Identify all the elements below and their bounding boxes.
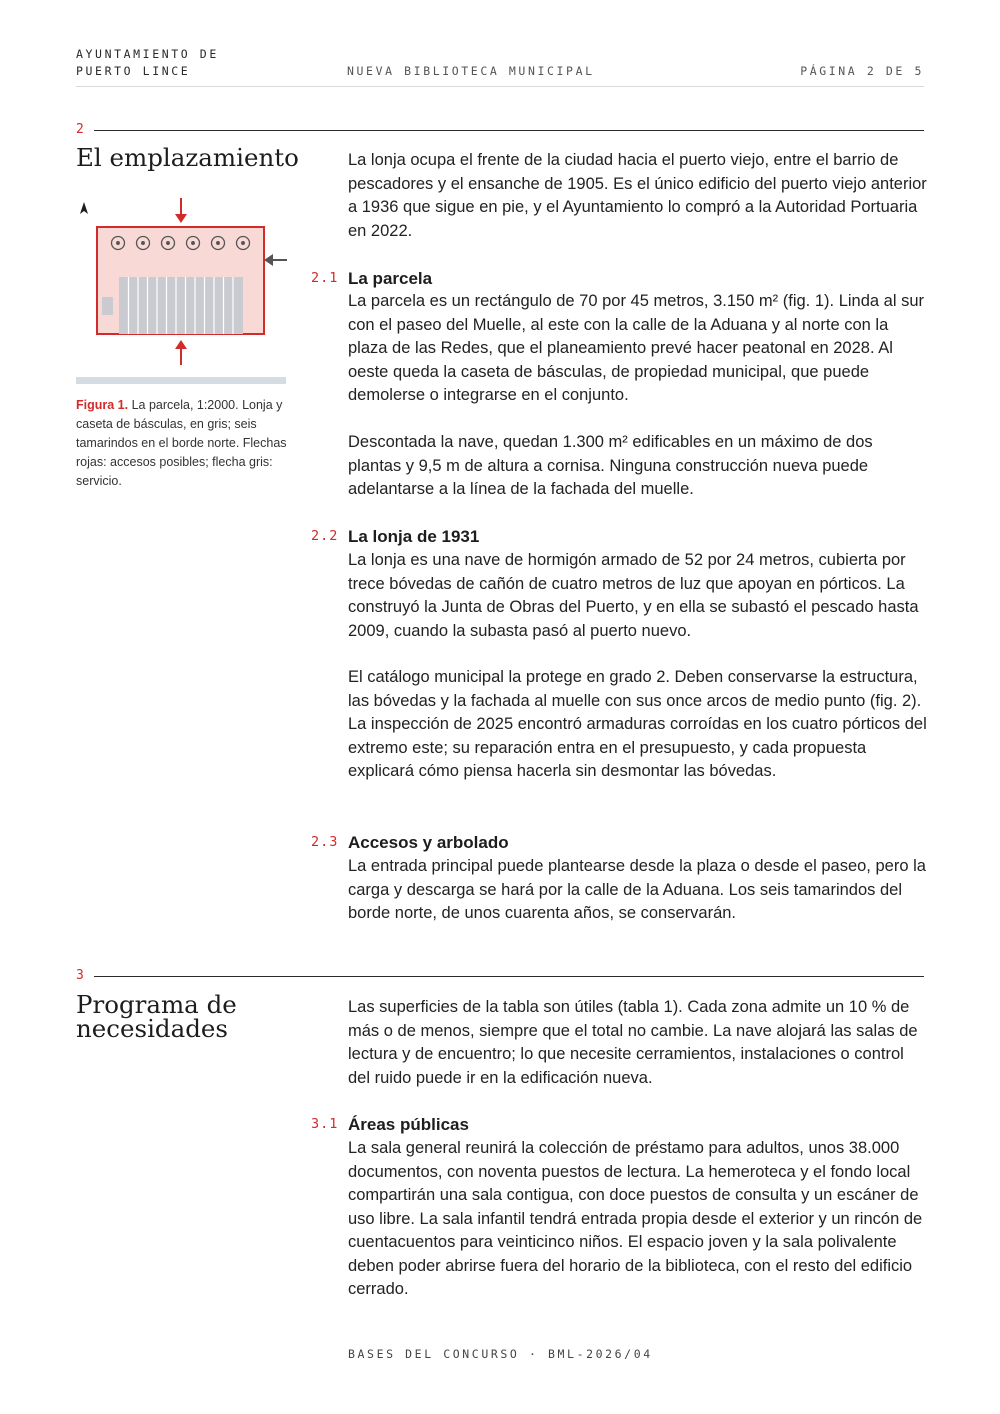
section-2-intro: La lonja ocupa el frente de la ciudad hacia el puerto viejo, entre el barrio de pescadores y el ensanche de 1905. Es el único edificio del puerto viejo anterior a 1936 que sigue en pie, y el Ayuntamiento lo compró a la Autoridad Portuaria en 2022. bbox=[348, 151, 927, 240]
subsection-2-1-paragraph-2: Descontada la nave, quedan 1.300 m² edificables en un máximo de dos plantas y 9,5 m de altura a cornisa. Ninguna construcción nueva puede adelantarse a la línea de la fachada del muelle. bbox=[348, 433, 873, 498]
section-rule bbox=[94, 130, 924, 131]
subsection-2-2-number: 2.2 bbox=[311, 528, 339, 544]
access-arrow-south-icon bbox=[175, 340, 187, 365]
figure-1-caption bbox=[76, 396, 288, 491]
section-3-title bbox=[76, 990, 316, 1043]
section-2-number: 2 bbox=[76, 122, 84, 137]
subsection-3-1-paragraph-1: La sala general reunirá la colección de préstamo para adultos, unos 38.000 documentos, con noventa puestos de lectura. La hemeroteca y el fondo local compartirán una sala contigua, con doce puestos de consulta y un escáner de uso libre. La sala infantil tendrá entrada propia desde el exterior y un rincón de cuentacuentos para veinticinco niños. El espacio joven y la sala polivalente deben poder abrirse fuera del horario de la biblioteca, con el resto del edificio cerrado. bbox=[348, 1139, 923, 1298]
figure-1-site-plan bbox=[76, 192, 288, 388]
subsection-2-2-title: La lonja de 1931 bbox=[348, 527, 480, 546]
section-3-divider bbox=[76, 968, 924, 984]
page-footer: BASES DEL CONCURSO · BML-2026/04 bbox=[348, 1347, 653, 1361]
quay-band bbox=[76, 377, 286, 384]
page-header bbox=[76, 46, 924, 87]
weighing-hut bbox=[102, 297, 113, 315]
subsection-2-1-paragraph-1: La parcela es un rectángulo de 70 por 45 metros, 3.150 m² (fig. 1). Linda al sur con el paseo del Muelle, al este con la calle de la Aduana y al norte con la plaza de las Redes, que el planeamiento prevé hacer peatonal en 2028. Al oeste queda la caseta de básculas, de propiedad municipal, que puede demolerse o integrarse en el conjunto. bbox=[348, 292, 924, 404]
lonja-nave bbox=[119, 277, 243, 334]
north-arrow-icon bbox=[80, 202, 88, 214]
site-plan-diagram bbox=[76, 192, 288, 388]
subsection-2-1-title: La parcela bbox=[348, 269, 433, 288]
subsection-2-1-number: 2.1 bbox=[311, 270, 339, 286]
caption-label: Figura 1. bbox=[76, 398, 129, 412]
section-2-title: El emplazamiento bbox=[76, 143, 299, 172]
section-2-divider bbox=[76, 122, 924, 138]
subsection-2-2-paragraph-2: El catálogo municipal la protege en grado 2. Deben conservarse la estructura, las bóvedas y la fachada al muelle con sus once arcos de medio punto (fig. 2). La inspección de 2025 encontró armaduras corroídas en los cuatro pórticos del extremo este; su reparación entra en el presupuesto, y cada propuesta explicará cómo piensa hacerla sin desmontar las bóvedas. bbox=[348, 668, 927, 780]
caption-text: La parcela, 1:2000. Lonja y caseta de básculas, en gris; seis tamarindos en el borde norte. Flechas rojas: accesos posibles; flecha gris: servicio. bbox=[76, 398, 287, 488]
subsection-2-3-title: Accesos y arbolado bbox=[348, 833, 509, 852]
section-3-title-line-1: Programa de bbox=[76, 990, 237, 1019]
section-3-intro: Las superficies de la tabla son útiles (tabla 1). Cada zona admite un 10 % de más o de menos, siempre que el total no cambie. La nave alojará las salas de lectura y de encuentro; lo que necesite cerramientos, instalaciones o control del ruido puede ir en la edificación nueva. bbox=[348, 998, 918, 1087]
subsection-3-1-number: 3.1 bbox=[311, 1116, 339, 1132]
subsection-2-3-number: 2.3 bbox=[311, 834, 339, 850]
document-title: NUEVA BIBLIOTECA MUNICIPAL bbox=[347, 64, 595, 78]
access-arrow-north-icon bbox=[175, 198, 187, 223]
section-3-number: 3 bbox=[76, 968, 84, 983]
section-rule bbox=[94, 976, 924, 977]
org-line-1: AYUNTAMIENTO DE bbox=[76, 47, 219, 61]
section-3-title-line-2: necesidades bbox=[76, 1014, 228, 1043]
organization-name bbox=[76, 46, 219, 80]
subsection-2-2-paragraph-1: La lonja es una nave de hormigón armado de 52 por 24 metros, cubierta por trece bóvedas de cañón de cuatro metros de luz que apoyan en pórticos. La construyó la Junta de Obras del Puerto, y en ella se subastó el pescado hasta 2009, cuando la subasta pasó al puerto nuevo. bbox=[348, 551, 919, 640]
subsection-2-3-paragraph-1: La entrada principal puede plantearse desde la plaza o desde el paseo, pero la carga y descarga se hará por la calle de la Aduana. Los seis tamarindos del borde norte, de unos cuarenta años, se conservarán. bbox=[348, 857, 926, 922]
page-number: PÁGINA 2 DE 5 bbox=[800, 64, 924, 78]
org-line-2: PUERTO LINCE bbox=[76, 64, 191, 78]
service-arrow-east-icon bbox=[264, 254, 287, 266]
subsection-3-1-title: Áreas públicas bbox=[348, 1115, 469, 1134]
